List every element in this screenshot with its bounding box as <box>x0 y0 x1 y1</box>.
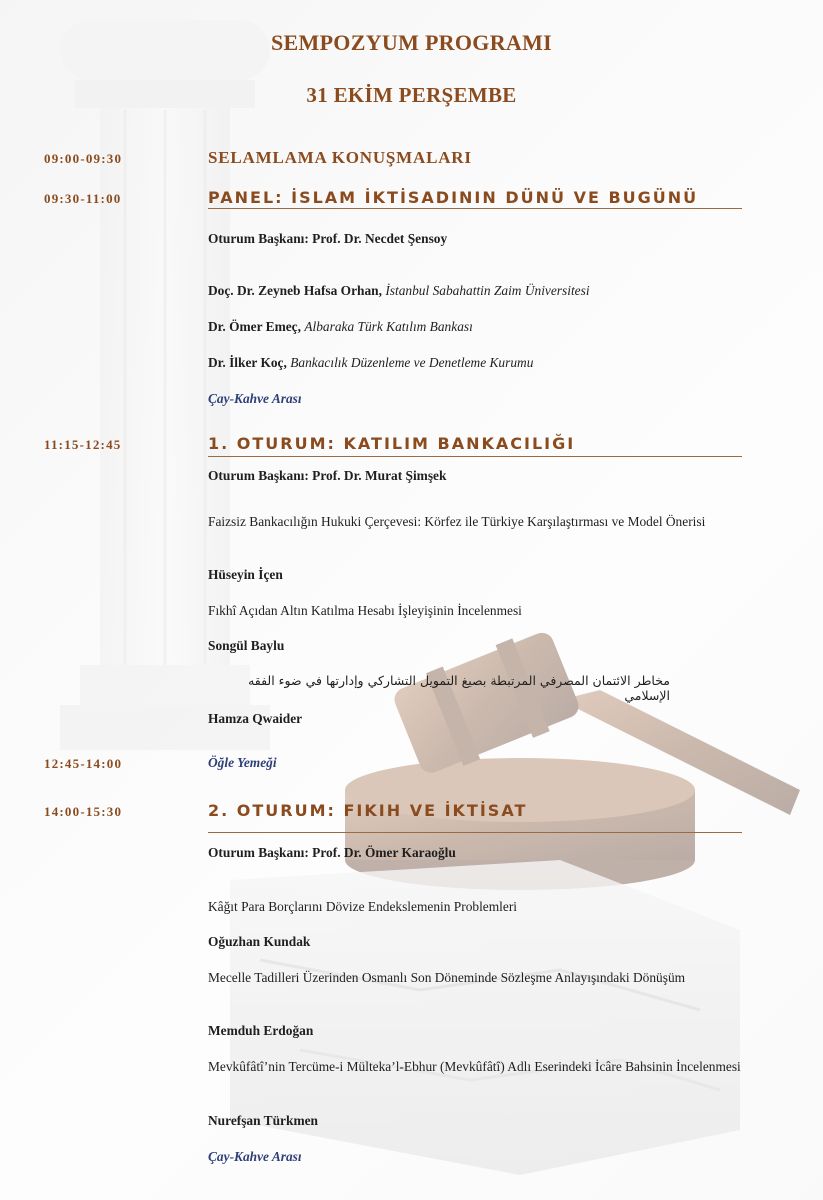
session2-rule <box>208 832 742 833</box>
paper-author: Nurefşan Türkmen <box>208 1113 318 1128</box>
panel-rule <box>208 208 742 209</box>
time-welcome: 09:00-09:30 <box>44 151 123 166</box>
time-lunch: 12:45-14:00 <box>44 756 123 771</box>
paper-author: Oğuzhan Kundak <box>208 934 311 949</box>
speaker-affiliation: Bankacılık Düzenleme ve Denetleme Kurumu <box>290 355 534 370</box>
paper-title: Faizsiz Bankacılığın Hukuki Çerçevesi: Körfez ile Türkiye Karşılaştırması ve Model Önerisi <box>208 514 706 529</box>
paper-author: Hamza Qwaider <box>208 711 303 726</box>
time-panel: 09:30-11:00 <box>44 191 122 206</box>
speaker-name: Dr. İlker Koç, <box>208 355 287 370</box>
speaker-name: Dr. Ömer Emeç, <box>208 319 301 334</box>
panel-speaker <box>208 355 533 371</box>
speaker-affiliation: Albaraka Türk Katılım Bankası <box>304 319 473 334</box>
session1-rule <box>208 456 742 457</box>
speaker-name: Doç. Dr. Zeyneb Hafsa Orhan, <box>208 283 382 298</box>
paper-title: Mevkûfâtî’nin Tercüme-i Mülteka’l-Ebhur (Mevkûfâtî) Adlı Eserindeki İcâre Bahsinin İncelenmesi <box>208 1059 741 1074</box>
paper-title: Mecelle Tadilleri Üzerinden Osmanlı Son Döneminde Sözleşme Anlayışındaki Dönüşüm <box>208 970 686 985</box>
session2-title: 2. OTURUM: FIKIH VE İKTİSAT <box>208 801 528 820</box>
paper-author: Memduh Erdoğan <box>208 1023 314 1038</box>
coffee-break: Çay-Kahve Arası <box>208 1149 302 1164</box>
session1-chair: Oturum Başkanı: Prof. Dr. Murat Şimşek <box>208 468 447 483</box>
paper-author: Hüseyin İçen <box>208 567 283 582</box>
paper-author: Songül Baylu <box>208 638 285 653</box>
session1-title: 1. OTURUM: KATILIM BANKACILIĞI <box>208 434 576 453</box>
panel-chair: Oturum Başkanı: Prof. Dr. Necdet Şensoy <box>208 231 448 246</box>
session2-chair: Oturum Başkanı: Prof. Dr. Ömer Karaoğlu <box>208 845 456 860</box>
page-date: 31 EKİM PERŞEMBE <box>306 83 517 107</box>
time-session1: 11:15-12:45 <box>44 437 122 452</box>
speaker-affiliation: İstanbul Sabahattin Zaim Üniversitesi <box>385 283 590 298</box>
time-session2: 14:00-15:30 <box>44 804 123 819</box>
paper-title: Kâğıt Para Borçlarını Dövize Endekslemenin Problemleri <box>208 899 518 914</box>
lunch-break: Öğle Yemeği <box>208 755 277 770</box>
page-title: SEMPOZYUM PROGRAMI <box>271 30 552 55</box>
paper-title: Fıkhî Açıdan Altın Katılma Hesabı İşleyişinin İncelenmesi <box>208 603 522 618</box>
welcome-title: SELAMLAMA KONUŞMALARI <box>208 148 472 167</box>
panel-title: PANEL: İSLAM İKTİSADININ DÜNÜ VE BUGÜNÜ <box>208 188 699 207</box>
paper-title-arabic: مخاطر الائتمان المصرفي المرتبطة بصيغ التمويل التشاركي وإدارتها في ضوء الفقه الإسلامي <box>248 673 670 703</box>
coffee-break: Çay-Kahve Arası <box>208 391 302 406</box>
panel-speaker <box>208 283 590 299</box>
panel-speaker <box>208 319 473 335</box>
